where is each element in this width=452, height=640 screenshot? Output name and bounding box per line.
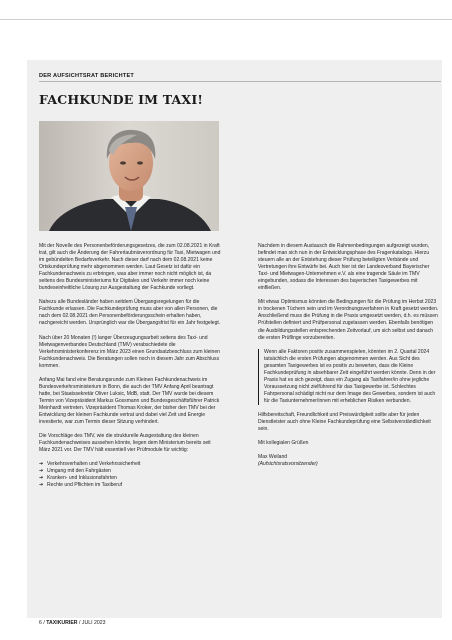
arrow-right-icon: ➔ (39, 468, 44, 475)
arrow-right-icon: ➔ (39, 482, 44, 489)
pull-quote (258, 349, 440, 405)
kicker-rule (39, 81, 441, 82)
list-item: ➔ Verkehrsverhalten und Verkehrssicherheit (39, 461, 141, 468)
portrait-photo (39, 121, 219, 231)
paragraph: Mit etwas Optimismus könnten die Bedingungen für die Prüfung im Herbst 2023 in trockenen Tüchern sein und im Verordnungsverfahren in Kraft gesetzt werden. Anschließend muss die Prüfung in die Praxis umgesetzt werden, d.h. es müssen Prüfstellen definiert und Prüfpersonal zugelassen werden. Ebenfalls benötigen die Ausbildungsstellen entsprechenden Zeitvorlauf, um sich selbst und danach die ersten Prüflinge vorzubereiten. (258, 299, 439, 341)
top-rule (0, 19, 452, 20)
list-item: ➔ Umgang mit den Fahrgästen (39, 468, 111, 475)
paragraph: Nahezu alle Bundesländer haben seitdem Übergangsregelungen für die Fachkunde erlassen. Die Fachkundeprüfung muss aber von allen Personen, die nach dem 02.08.2021 den Personenbeförderungsschein erhalten haben, nachgereicht werden. Ursprünglich war die Übergangsfrist für ein Jahr festgelegt. (39, 299, 221, 327)
paragraph: Mit der Novelle des Personenbeförderungsgesetzes, die zum 02.08.2021 in Kraft trat, gilt auch die Änderung der Fahrerlaubnisverordnung für Taxi, Mietwagen und im gebündelten Bedarfsverkehr. Nach dieser darf nach dem 02.08.2021 keine Ortskundeprüfung mehr abgenommen werden. Laut Gesetz ist dafür ein Fachkundenachweis zu erbringen, was aber immer noch nicht möglich ist, da seitens des Bundesministeriums für Digitales und Verkehr immer noch keine bundeseinheitliche Lösung zur Ausgestaltung der Fachkunde vorliegt. (39, 243, 221, 292)
arrow-right-icon: ➔ (39, 475, 44, 482)
article-headline: FACHKUNDE IM TAXI! (39, 92, 204, 107)
quote-text: Wenn alle Faktoren positiv zusammenspielen, könnten im 2. Quartal 2024 tatsächlich die ersten Prüfungen abgenommen werden. Aus Sicht des gesamten Taxigewerbes ist es positiv zu bewerten, dass die Kleine Fachkundeprüfung in absehbarer Zeit eingeführt werden könnte. Denn in der Praxis hat es sich gezeigt, dass ein Zugang als Taxifahrer/in ohne jegliche Voraussetzung nicht zielführend für das Taxigewerbe ist. Schlechtes Fahrpersonal schädigt nicht nur dem Image des Gewerbes, sondern ist auch für die Taxiunternehmer/innen mit erheblichen Risiken verbunden. (264, 348, 436, 404)
section-kicker: DER AUFSICHTSRAT BERICHTET (39, 73, 135, 79)
signature-title: (Aufsichtsratsvorsitzender) (258, 461, 318, 468)
list-item: ➔ Kranken- und Inklusionsfahrten (39, 475, 117, 482)
issue-date: / JULI 2023 (77, 620, 106, 626)
right-column (258, 243, 440, 468)
paragraph: Nach über 20 Monaten (!) langer Überzeugungsarbeit seitens des Taxi- und Mietwagenverbandes Deutschland (TMV) verabschiedete die Verkehrsministerkonferenz im März 2023 einen Grundsatzbeschluss zum kleinen Fachkundenachweis. Die Beratungen sollen noch in diesem Jahr zum Abschluss kommen. (39, 334, 220, 369)
closing-paragraph: Hilfsbereitschaft, Freundlichkeit und Preiswürdigkeit sollte aber für jeden Dienstleister auch ohne Kleine Fachkundeprüfung eine Selbstverständlichkeit sein. (258, 411, 431, 433)
page-footer: 6 / TAXIKURIER / JULI 2023 (39, 620, 106, 626)
paragraph: Nachdem in diesem Austausch die Rahmenbedingungen aufgezeigt wurden, befindet man sich nun in der Entwicklungsphase des Fragenkatalogs. Hierzu steuern alle an der Entstehung dieser Prüfung beteiligten Verbände und Vertretungen ihre Entwürfe bei. Auch hier ist der Landesverband Bayerischer Taxi- und Mietwagen-Unternehmen e.V. als eine tragende Säule im TMV eingebunden, sodass die Interessen des bayerischen Taxigewerbes mit einfließen. (258, 243, 430, 292)
publication-name: TAXIKURIER (46, 620, 78, 626)
module-list (39, 461, 221, 489)
paragraph: Die Vorschläge des TMV, wie die strukturelle Ausgestaltung des kleinen Fachkundenachweises aussehen könnte, liegen dem Ministerium bereits seit März 2021 vor. Der TMV hält essentiell vier Prüfmodule für wichtig: (39, 433, 211, 454)
greeting: Mit kollegialen Grüßen (258, 440, 309, 447)
page-number: 6 (39, 620, 42, 626)
left-column (39, 243, 221, 489)
signature-name: Max Weiland (258, 454, 288, 461)
list-item: ➔ Rechte und Pflichten im Taxiberuf (39, 482, 123, 489)
portrait-illustration (39, 121, 219, 231)
arrow-right-icon: ➔ (39, 461, 44, 468)
paragraph: Anfang Mai fand eine Beratungsrunde zum Kleinen Fachkundenachweis im Bundesverkehrsministerium in Bonn, die auch der TMV Anfang April beantragt hatte, bei Staatssekretär Oliver Luksic, MdB, statt. Der TMV wurde bei diesem Termin von Vizepräsident Markus Gossmann und Bundesgeschäftsführer Patrick Meinhardt vertreten. Vizepräsident Thomas Kroker, der bisher den TMV bei der Entwicklung der kleinen Fachkunde vertrat und dabei viel Zeit und Energie investierte, war zum Termin dieser Sitzung verhindert. (39, 376, 220, 426)
